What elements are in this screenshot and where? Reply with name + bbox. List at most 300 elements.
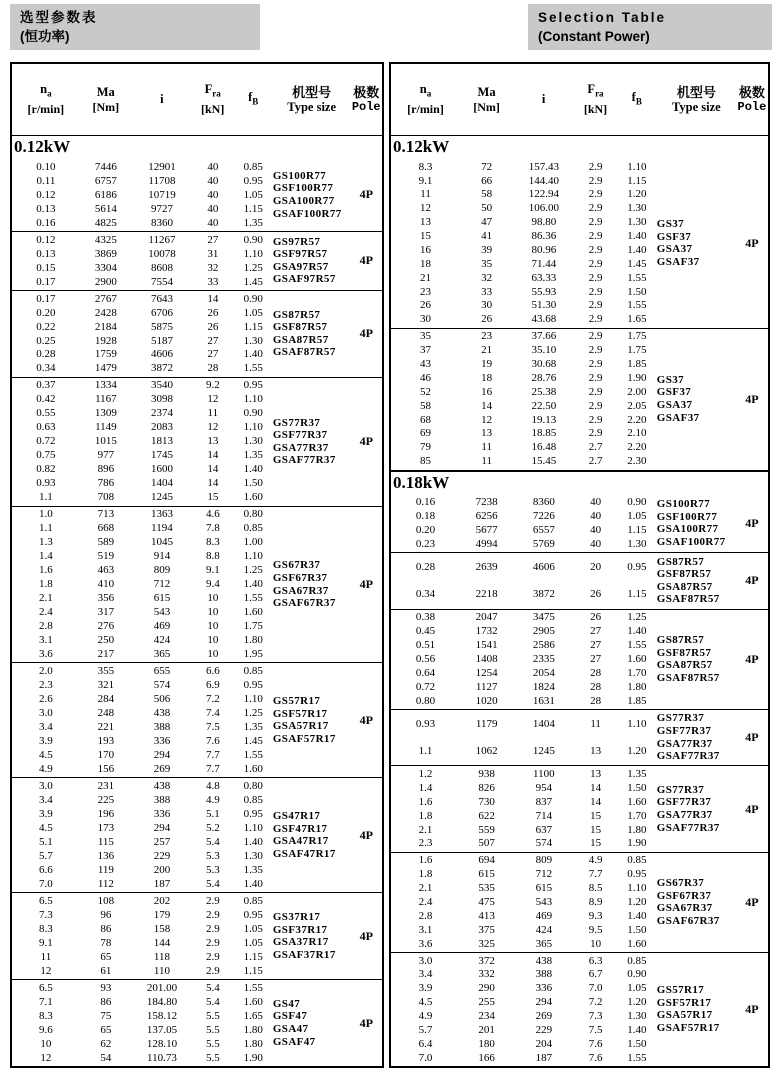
- cell: 8608: [150, 261, 173, 274]
- cell: 1.3: [39, 536, 53, 549]
- model-name: GSA57R17: [656, 1009, 713, 1022]
- section-power-label: 0.12kW: [14, 137, 71, 156]
- table-group: [12, 663, 382, 778]
- cell: 12: [207, 393, 219, 406]
- cell: 543: [535, 895, 553, 908]
- cell: 3.6: [418, 937, 433, 950]
- cell: 413: [478, 909, 495, 922]
- cell: 954: [535, 781, 553, 794]
- table-group: [12, 980, 382, 1066]
- cell: 6256: [475, 510, 498, 523]
- table-group: [391, 495, 768, 554]
- cell: 1020: [475, 694, 498, 707]
- cell: 5187: [150, 334, 173, 347]
- table-row: [12, 850, 273, 863]
- model-name: GSAF77R37: [656, 750, 720, 763]
- cell: 1.50: [627, 781, 647, 794]
- cell: 21: [420, 271, 432, 284]
- table-row: [391, 718, 657, 731]
- cell: 35: [481, 257, 493, 270]
- table-group: [12, 232, 382, 291]
- cell: 71.44: [531, 257, 557, 270]
- cell: 8.3: [418, 160, 433, 173]
- model-name: GSA100R77: [272, 194, 335, 207]
- model-name: GSA47R17: [272, 835, 329, 848]
- model-name: GSA77R37: [656, 737, 713, 750]
- cell: 18: [481, 371, 493, 384]
- cell: 40: [207, 216, 219, 229]
- cell: 1.90: [627, 837, 647, 850]
- cell: 10: [207, 648, 219, 661]
- col-header-na: $n_a$ [r/min]: [407, 82, 444, 116]
- cell: 559: [478, 823, 495, 836]
- cell: 1.05: [627, 510, 647, 523]
- group-models: [657, 953, 736, 1066]
- cell: 8.5: [588, 882, 603, 895]
- cell: 257: [153, 835, 171, 848]
- pole-label: 4P: [359, 187, 373, 202]
- cell: 23: [481, 330, 493, 343]
- table-body-right: [391, 136, 768, 1066]
- cell: 27: [207, 334, 219, 347]
- table-row: [391, 768, 657, 781]
- model-name: GSA67R37: [272, 584, 329, 597]
- cell: 202: [153, 894, 171, 907]
- cell: 1.10: [627, 717, 647, 730]
- cell: 65: [100, 950, 112, 963]
- table-group: [12, 159, 382, 232]
- cell: 7.0: [588, 982, 603, 995]
- table-group: [12, 378, 382, 507]
- cell: 110: [153, 964, 170, 977]
- cell: 1.60: [243, 606, 263, 619]
- pole-label: 4P: [745, 730, 759, 745]
- cell: 51.30: [531, 299, 557, 312]
- table-row: [391, 996, 657, 1009]
- cell: 2.9: [205, 922, 220, 935]
- cell: 0.93: [36, 477, 56, 490]
- cell: 27: [590, 625, 602, 638]
- cell: 1.80: [627, 680, 647, 693]
- pole-label: 4P: [745, 894, 759, 909]
- cell: 5.5: [205, 1023, 220, 1036]
- cell: 19.13: [531, 413, 557, 426]
- cell: 15: [590, 809, 602, 822]
- cell: 6.9: [205, 679, 220, 692]
- cell: 3540: [150, 379, 173, 392]
- cell: 13: [481, 427, 493, 440]
- table-row: [12, 362, 273, 375]
- cell: 15: [420, 230, 432, 243]
- cell: 6.7: [588, 968, 603, 981]
- model-name: GSA100R77: [656, 523, 719, 536]
- table-row: [12, 951, 273, 964]
- cell: 11: [207, 407, 219, 420]
- cell: 2.9: [588, 330, 603, 343]
- table-row: [391, 330, 657, 343]
- cell: 2.9: [588, 230, 603, 243]
- cell: 7.8: [205, 522, 220, 535]
- cell: 12901: [148, 160, 176, 173]
- table-row: [12, 234, 273, 247]
- table-row: [12, 379, 273, 392]
- cell: 1759: [94, 348, 117, 361]
- cell: 2.9: [588, 202, 603, 215]
- cell: 5.4: [205, 835, 220, 848]
- table-row: [12, 248, 273, 261]
- cell: 8.3: [39, 922, 53, 935]
- cell: 375: [478, 923, 495, 936]
- cell: 574: [153, 679, 171, 692]
- cell: 11267: [148, 233, 176, 246]
- table-row: [391, 414, 657, 427]
- cell: 15: [207, 491, 219, 504]
- cell: 39: [481, 243, 493, 256]
- cell: 11: [40, 950, 52, 963]
- table-row: [391, 1038, 657, 1051]
- table-row: [12, 175, 273, 188]
- cell: 7.5: [588, 1023, 603, 1036]
- cell: 2.9: [588, 344, 603, 357]
- cell: 166: [478, 1051, 495, 1064]
- cell: 66: [481, 174, 493, 187]
- cell: 1928: [94, 334, 117, 347]
- cell: 507: [478, 837, 495, 850]
- table-row: [12, 794, 273, 807]
- cell: 30: [481, 299, 493, 312]
- group-data-rows: [12, 778, 273, 892]
- table-row: [12, 965, 273, 978]
- cell: 225: [97, 794, 115, 806]
- cell: 2900: [94, 275, 117, 288]
- cell: 128.10: [146, 1037, 178, 1050]
- pole-label: 4P: [745, 573, 759, 588]
- cell: 156: [97, 763, 115, 776]
- cell: 4.5: [418, 996, 433, 1009]
- model-name: GSAF37: [656, 255, 700, 268]
- cell: 7.6: [205, 735, 220, 748]
- table-row: [12, 477, 273, 490]
- table-row: [12, 217, 273, 230]
- cell: 2.9: [588, 216, 603, 229]
- cell: 1.30: [243, 334, 263, 347]
- cell: 1015: [94, 435, 117, 448]
- cell: 0.13: [36, 202, 56, 215]
- cell: 938: [478, 768, 495, 780]
- cell: 424: [153, 634, 171, 647]
- cell: 1149: [95, 421, 117, 434]
- table-row: [12, 749, 273, 762]
- cell: 6706: [150, 306, 173, 319]
- cell: 28.76: [531, 371, 557, 384]
- cell: 0.80: [243, 508, 263, 521]
- model-name: GSAF67R37: [272, 597, 336, 610]
- cell: 7.2: [588, 996, 603, 1009]
- model-name: GSAF67R37: [656, 914, 720, 927]
- cell: 438: [153, 780, 171, 793]
- group-pole: [736, 495, 768, 553]
- cell: 1.75: [627, 344, 647, 357]
- table-row: [391, 588, 657, 601]
- cell: 5.4: [205, 981, 220, 994]
- table-row: [12, 203, 273, 216]
- cell: 32: [207, 261, 219, 274]
- model-name: GS67R37: [272, 559, 321, 572]
- cell: 1.40: [627, 243, 647, 256]
- model-name: GSA77R37: [272, 441, 329, 454]
- cell: 6.6: [39, 863, 53, 876]
- cell: 1541: [475, 639, 498, 651]
- page-title-zh: 选型参数表: [20, 10, 98, 25]
- table-row: [12, 293, 273, 306]
- group-data-rows: [12, 893, 273, 979]
- table-row: [391, 695, 657, 708]
- cell: 5614: [94, 202, 117, 215]
- group-models: [657, 710, 736, 766]
- table-row: [391, 358, 657, 371]
- cell: 12: [420, 202, 432, 215]
- model-name: GSAF77R37: [656, 821, 720, 834]
- table-row: [391, 824, 657, 837]
- cell: 4.5: [39, 821, 53, 834]
- cell: 2.9: [588, 413, 603, 426]
- cell: 0.16: [415, 496, 436, 509]
- cell: 730: [478, 795, 495, 808]
- cell: 2.9: [588, 399, 603, 412]
- cell: 896: [97, 463, 115, 476]
- cell: 6.5: [39, 894, 53, 907]
- cell: 7.7: [205, 749, 220, 762]
- cell: 0.38: [415, 611, 436, 624]
- cell: 1600: [150, 463, 173, 476]
- cell: 55.93: [531, 285, 557, 298]
- cell: 6.5: [39, 981, 53, 994]
- group-models: [657, 159, 736, 328]
- cell: 0.93: [415, 717, 436, 730]
- table-row: [12, 522, 273, 535]
- cell: 0.90: [243, 292, 263, 305]
- cell: 1.0: [39, 508, 53, 521]
- cell: 1.45: [243, 275, 263, 288]
- cell: 8.3: [205, 536, 220, 549]
- cell: 1.1: [418, 744, 433, 757]
- cell: 1404: [532, 717, 555, 730]
- cell: 0.95: [243, 807, 263, 820]
- cell: 23: [420, 285, 432, 298]
- model-name: GSF77R37: [272, 429, 328, 442]
- table-group: [391, 159, 768, 329]
- model-name: GSA57R17: [272, 720, 329, 733]
- cell: 2.6: [39, 693, 53, 706]
- cell: 469: [153, 620, 171, 633]
- table-row: [12, 822, 273, 835]
- table-row: [391, 868, 657, 881]
- cell: 98.80: [531, 216, 557, 229]
- power-section: [391, 470, 768, 1066]
- cell: 388: [153, 794, 171, 806]
- cell: 26: [207, 320, 219, 333]
- cell: 0.80: [243, 780, 263, 793]
- cell: 589: [97, 536, 115, 549]
- cell: 28: [590, 666, 602, 679]
- table-row: [12, 679, 273, 692]
- cell: 2.1: [418, 882, 433, 895]
- cell: 1.6: [418, 795, 433, 808]
- cell: 0.18: [415, 510, 436, 523]
- group-pole: [736, 159, 768, 328]
- cell: 1.6: [39, 564, 53, 577]
- cell: 46: [420, 371, 432, 384]
- table-row: [12, 421, 273, 434]
- cell: 2.3: [39, 679, 53, 692]
- col-header-type-size: 机型号 Type size: [671, 84, 721, 114]
- cell: 0.95: [243, 174, 263, 187]
- cell: 809: [535, 854, 553, 867]
- table-row: [12, 435, 273, 448]
- cell: 18.85: [531, 427, 557, 440]
- table-row: [12, 189, 273, 202]
- cell: 837: [535, 795, 553, 808]
- cell: 234: [478, 1010, 495, 1023]
- cell: 1.60: [627, 937, 647, 950]
- cell: 388: [153, 721, 171, 734]
- group-pole: [351, 291, 382, 377]
- cell: 0.63: [36, 421, 56, 434]
- cell: 2.9: [588, 299, 603, 312]
- group-data-rows: [391, 159, 657, 328]
- cell: 2.3: [418, 837, 433, 850]
- cell: 3.4: [418, 968, 433, 981]
- cell: 4.9: [418, 1010, 433, 1023]
- cell: 10078: [148, 247, 176, 260]
- table-row: [391, 782, 657, 795]
- cell: 1408: [475, 652, 498, 665]
- cell: 543: [153, 606, 171, 619]
- cell: 40: [207, 160, 219, 173]
- cell: 5.7: [39, 849, 53, 862]
- table-row: [12, 923, 273, 936]
- cell: 47: [481, 216, 493, 229]
- model-name: GSF47R17: [272, 822, 328, 835]
- cell: 535: [478, 882, 495, 895]
- cell: 112: [97, 877, 114, 890]
- group-data-rows: [391, 553, 657, 609]
- table-row: [391, 1010, 657, 1023]
- cell: 0.42: [36, 393, 56, 406]
- table-row: [391, 286, 657, 299]
- group-pole: [736, 853, 768, 952]
- cell: 2639: [475, 561, 498, 574]
- cell: 2.9: [588, 188, 603, 201]
- cell: 72: [481, 160, 493, 173]
- cell: 193: [97, 735, 115, 748]
- model-name: GSAF47: [272, 1035, 316, 1048]
- model-name: GSA87R57: [656, 659, 713, 672]
- group-models: [273, 507, 351, 663]
- model-name: GS77R37: [272, 416, 321, 429]
- cell: 180: [478, 1037, 495, 1050]
- table-row: [12, 321, 273, 334]
- cell: 14: [590, 781, 602, 794]
- section-power-label: 0.18kW: [393, 472, 450, 492]
- cell: 7.6: [588, 1037, 603, 1050]
- table-row: [391, 188, 657, 201]
- group-pole: [736, 553, 768, 609]
- cell: 110.73: [147, 1051, 177, 1064]
- table-row: [391, 796, 657, 809]
- cell: 1.10: [243, 693, 263, 706]
- cell: 118: [153, 950, 170, 963]
- cell: 1.55: [627, 1051, 647, 1064]
- cell: 3.4: [39, 721, 53, 734]
- table-row: [391, 837, 657, 850]
- cell: 3872: [150, 362, 173, 375]
- cell: 325: [478, 937, 495, 950]
- cell: 1167: [95, 393, 117, 406]
- cell: 19: [481, 358, 493, 371]
- table-row: [391, 202, 657, 215]
- table-row: [12, 665, 273, 678]
- cell: 1.55: [627, 299, 647, 312]
- cell: 0.85: [627, 954, 647, 967]
- cell: 8360: [532, 496, 555, 509]
- table-row: [12, 648, 273, 661]
- cell: 10: [207, 634, 219, 647]
- cell: 372: [478, 954, 495, 967]
- cell: 0.72: [36, 435, 56, 448]
- cell: 21: [481, 344, 493, 357]
- cell: 8.3: [39, 1009, 53, 1022]
- cell: 2.7: [588, 441, 603, 454]
- model-name: GS47: [272, 997, 301, 1010]
- group-models: [273, 663, 351, 777]
- cell: 1179: [475, 717, 498, 730]
- cell: 463: [97, 564, 115, 577]
- cell: 2.9: [205, 950, 220, 963]
- cell: 4606: [532, 561, 555, 574]
- table-row: [12, 780, 273, 793]
- cell: 10: [207, 606, 219, 619]
- cell: 4825: [94, 216, 117, 229]
- cell: 28: [207, 362, 219, 375]
- group-data-rows: [12, 507, 273, 663]
- cell: 1.15: [243, 950, 263, 963]
- cell: 3304: [94, 261, 117, 274]
- cell: 40: [590, 523, 602, 536]
- cell: 10: [207, 592, 219, 605]
- cell: 3.6: [39, 648, 53, 661]
- cell: 1.05: [627, 982, 647, 995]
- cell: 1.40: [243, 463, 263, 476]
- cell: 14: [590, 795, 602, 808]
- cell: 5.4: [205, 877, 220, 890]
- cell: 1.75: [243, 620, 263, 633]
- table-row: [12, 1038, 273, 1051]
- cell: 0.75: [36, 449, 56, 462]
- cell: 269: [153, 763, 171, 776]
- cell: 1194: [151, 522, 173, 535]
- model-name: GSAF87R57: [656, 593, 720, 606]
- table-row: [12, 307, 273, 320]
- cell: 0.90: [627, 496, 647, 509]
- model-name: GSAF97R57: [272, 273, 336, 286]
- cell: 0.12: [36, 233, 56, 246]
- cell: 1.65: [627, 313, 647, 326]
- cell: 41: [481, 230, 493, 243]
- cell: 7.0: [418, 1051, 433, 1064]
- cell: 221: [97, 721, 115, 734]
- cell: 2.1: [418, 823, 433, 836]
